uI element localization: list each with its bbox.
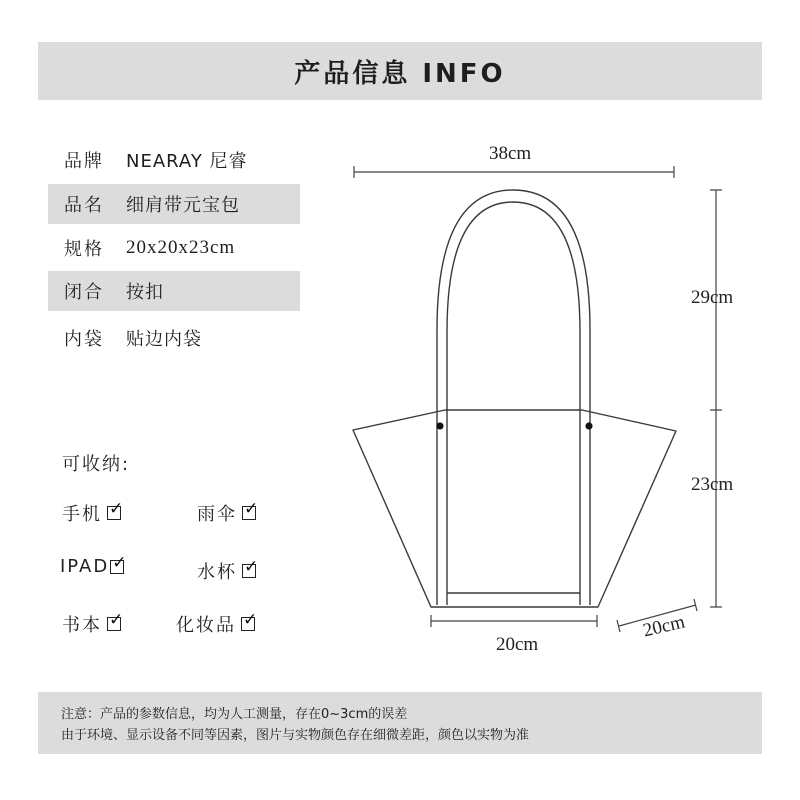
spec-row-name: [48, 184, 300, 224]
capacity-label: 水杯: [197, 562, 237, 583]
dim-line-bottom-width: [431, 615, 597, 627]
capacity-item-ipad: [60, 552, 129, 577]
spec-key: 品名: [64, 195, 104, 216]
header-band: [38, 42, 762, 100]
checkbox-checked-icon: ✓: [244, 499, 261, 519]
checkbox-checked-icon: ✓: [243, 610, 260, 630]
dim-label-top-width: 38cm: [489, 143, 532, 164]
capacity-item-cup: [197, 557, 261, 584]
spec-value: 20x20x23cm: [126, 237, 236, 258]
checkbox-checked-icon: ✓: [109, 499, 126, 519]
capacity-label: 手机: [62, 504, 102, 525]
snap-button-right-icon: [585, 422, 592, 429]
spec-row-closure: [48, 271, 300, 311]
footer-line-2: 由于环境、显示设备不同等因素，图片与实物颜色存在细微差距，颜色以实物为准: [61, 728, 530, 743]
footer-line-1: 注意：产品的参数信息，均为人工测量，存在0~3cm的误差: [61, 707, 408, 722]
checkbox-checked-icon: ✓: [109, 610, 126, 630]
spec-row-pocket: [48, 318, 300, 358]
spec-value: 按扣: [126, 282, 164, 303]
strap-inner-outline: [447, 202, 580, 605]
footer-note: [38, 692, 762, 754]
spec-row-brand: [48, 140, 300, 180]
strap-outline: [437, 190, 590, 605]
capacity-label: 雨伞: [197, 504, 237, 525]
dim-label-strap-height: 29cm: [691, 287, 734, 308]
dim-label-depth: 20cm: [641, 611, 687, 642]
capacity-label: 书本: [62, 615, 102, 636]
spec-value: 贴边内袋: [126, 329, 202, 350]
spec-key: 闭合: [64, 282, 104, 303]
spec-value: 细肩带元宝包: [126, 195, 240, 216]
bag-body-outline: [353, 410, 676, 607]
spec-key: 规格: [64, 239, 104, 260]
spec-row-size: [48, 228, 300, 268]
page-title: 产品信息 INFO: [294, 58, 506, 89]
spec-key: 品牌: [64, 151, 104, 172]
capacity-item-book: [62, 610, 126, 637]
spec-key: 内袋: [64, 329, 104, 350]
dim-line-top-width: [354, 166, 674, 178]
dim-label-bottom-width: 20cm: [496, 634, 539, 655]
checkbox-checked-icon: ✓: [112, 552, 129, 573]
checkbox-checked-icon: ✓: [244, 557, 261, 577]
dim-label-body-height: 23cm: [691, 474, 734, 495]
capacity-item-umbrella: [197, 499, 261, 526]
dim-line-body-height: [710, 410, 722, 607]
capacity-title: 可收纳:: [62, 454, 131, 475]
capacity-item-cosmetics: [176, 610, 260, 637]
capacity-label: 化妆品: [176, 615, 236, 636]
capacity-item-phone: [62, 499, 126, 526]
spec-value: NEARAY 尼睿: [126, 151, 248, 172]
snap-button-left-icon: [436, 422, 443, 429]
capacity-label: IPAD: [60, 556, 110, 577]
